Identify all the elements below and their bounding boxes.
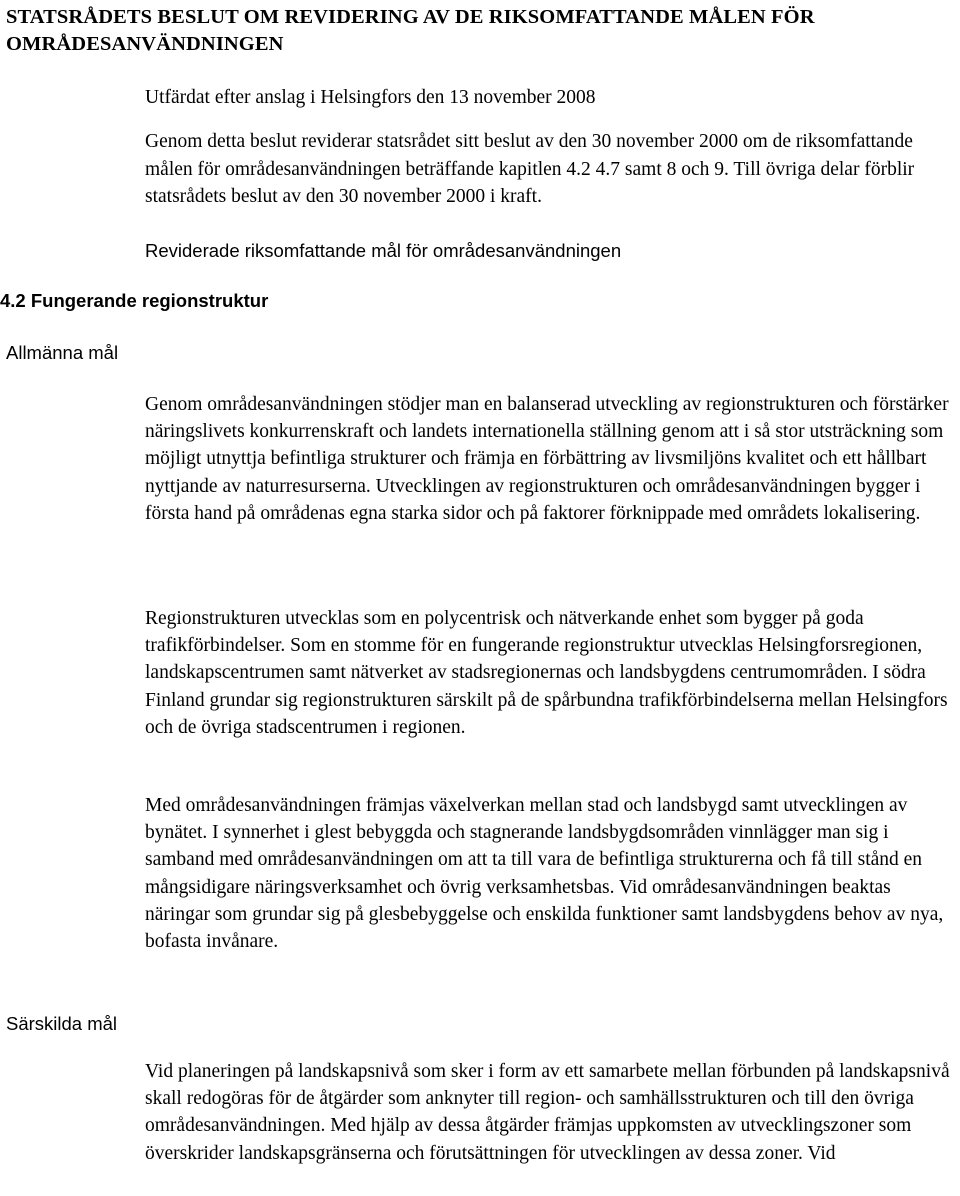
specific-goals-paragraph-1: Vid planeringen på landskapsnivå som sker i form av ett samarbete mellan förbunden på landskapsnivå skall redogöras för de åtgärder som anknyter till region- och samhällsstrukturen och till den övriga områdesanvändningen. Med hjälp av dessa åtgärder främjas uppkomsten av utvecklingszoner som överskrider landskapsgränserna och förutsättningen för utvecklingen av dessa zoner. Vid: [145, 1061, 950, 1164]
general-goals-label: Allmänna mål: [6, 342, 119, 363]
document-title: STATSRÅDETS BESLUT OM REVIDERING AV DE RIKSOMFATTANDE MÅLEN FÖR OMRÅDESANVÄNDNINGEN: [6, 6, 815, 55]
general-goals-paragraph-2: Regionstrukturen utvecklas som en polycentrisk och nätverkande enhet som bygger på goda trafikförbindelser. Som en stomme för en fungerande regionstruktur utvecklas Helsingforsregionen, landskapscentrumen samt nätverket av stadsregionernas och landsbygdens centrumområden. I södra Finland grundar sig regionstrukturen särskilt på de spårbundna trafikförbindelserna mellan Helsingfors och de övriga stadscentrumen i regionen.: [145, 608, 948, 738]
general-goals-paragraph-3: Med områdesanvändningen främjas växelverkan mellan stad och landsbygd samt utvecklingen av bynätet. I synnerhet i glest bebyggda och stagnerande landsbygdsområden vinnlägger man sig i samband med områdesanvändningen om att ta till vara de befintliga strukturerna och få till stånd en mångsidigare näringsverksamhet och övrig verksamhetsbas. Vid områdesanvändningen beaktas näringar som grundar sig på glesbebyggelse och enskilda funktioner samt landsbygdens behov av nya, bofasta invånare.: [145, 795, 944, 953]
issued-line: Utfärdat efter anslag i Helsingfors den 13 november 2008: [145, 87, 596, 108]
section-heading: 4.2 Fungerande regionstruktur: [0, 290, 269, 311]
specific-goals-label: Särskilda mål: [6, 1013, 118, 1034]
revised-goals-heading: Reviderade riksomfattande mål för områdesanvändningen: [145, 240, 622, 261]
general-goals-paragraph-1: Genom områdesanvändningen stödjer man en balanserad utveckling av regionstrukturen och förstärker näringslivets konkurrenskraft och landets internationella ställning genom att i så stor utsträckning som möjligt utnyttja befintliga strukturer och främja en förbättring av livsmiljöns kvalitet och ett hållbart nyttjande av naturresurserna. Utvecklingen av regionstrukturen och områdesanvändningen bygger i första hand på områdenas egna starka sidor och på faktorer förknippade med områdets lokalisering.: [145, 394, 949, 524]
intro-paragraph: Genom detta beslut reviderar statsrådet sitt beslut av den 30 november 2000 om de riksomfattande målen för områdesanvändningen beträffande kapitlen 4.2 4.7 samt 8 och 9. Till övriga delar förblir statsrådets beslut av den 30 november 2000 i kraft.: [145, 131, 915, 207]
